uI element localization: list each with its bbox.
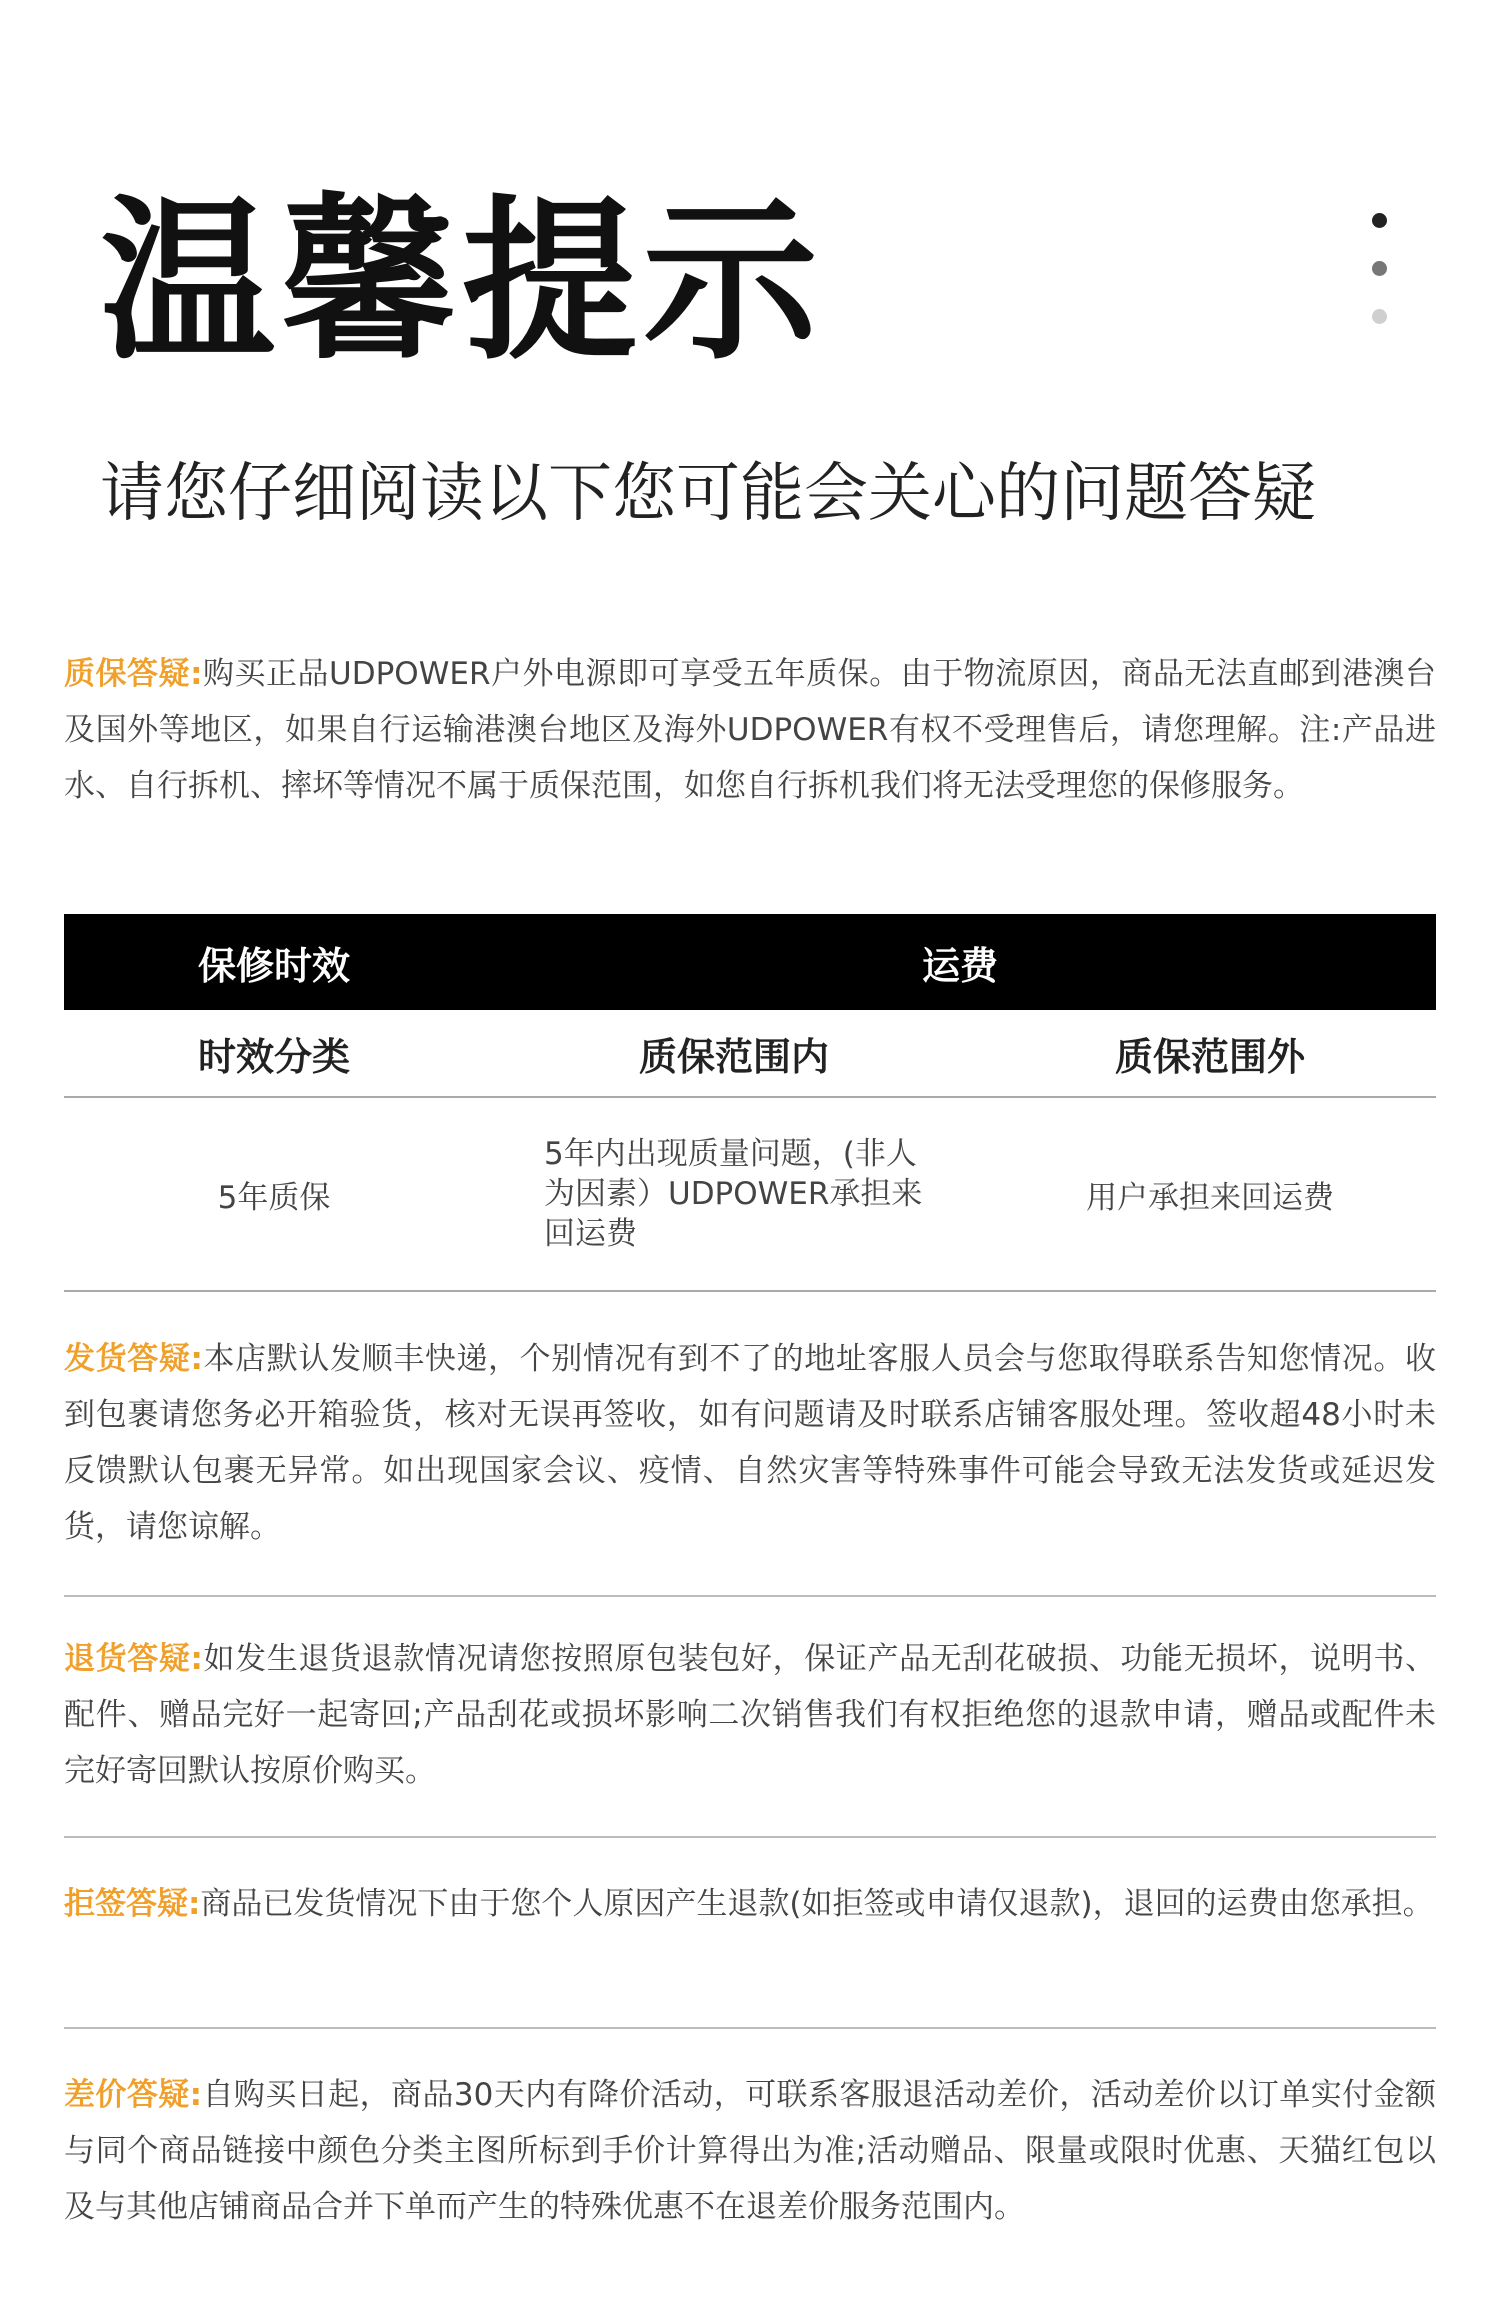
return-faq-text: 如发生退货退款情况请您按照原包装包好，保证产品无刮花破损、功能无损坏，说明书、配件、赠品完好一起寄回;产品刮花或损坏影响二次销售我们有权拒绝您的退款申请，赠品或配件未完好寄回默认按原价购买。: [64, 1641, 1436, 1789]
warranty-table: [64, 914, 1436, 1292]
price-diff-faq-text: 自购买日起，商品30天内有降价活动，可联系客服退活动差价，活动差价以订单实付金额与同个商品链接中颜色分类主图所标到手价计算得出为准;活动赠品、限量或限时优惠、天猫红包以及与其他店铺商品合并下单而产生的特殊优惠不在退差价服务范围内。: [64, 2077, 1436, 2225]
cell-in-warranty: 5年内出现质量问题，(非人为因素）UDPOWER承担来回运费: [544, 1136, 923, 1252]
cell-period: 5年质保: [217, 1179, 331, 1216]
indicator-dot: [1372, 213, 1387, 228]
refusal-faq: [64, 1876, 1436, 1932]
table-header-period: 保修时效: [197, 943, 350, 988]
shipping-faq-label: 发货答疑:: [64, 1341, 203, 1377]
table-subheader: [64, 1010, 1436, 1098]
table-row: [64, 1098, 1436, 1292]
price-diff-faq: [64, 2067, 1436, 2235]
divider: [64, 2027, 1436, 2029]
warranty-faq-text: 购买正品UDPOWER户外电源即可享受五年质保。由于物流原因，商品无法直邮到港澳台及国外等地区，如果自行运输港澳台地区及海外UDPOWER有权不受理售后，请您理解。注:产品进水、自行拆机、摔坏等情况不属于质保范围，如您自行拆机我们将无法受理您的保修服务。: [64, 656, 1436, 804]
return-faq: [64, 1631, 1436, 1799]
subheader-category: 时效分类: [197, 1034, 350, 1079]
cell-out-of-warranty: 用户承担来回运费: [1086, 1179, 1334, 1216]
divider: [64, 1595, 1436, 1597]
warranty-faq-label: 质保答疑:: [64, 656, 203, 692]
page-title: 温馨提示: [100, 181, 824, 384]
refusal-faq-label: 拒签答疑:: [64, 1886, 201, 1922]
page-subtitle: 请您仔细阅读以下您可能会关心的问题答疑: [100, 457, 1316, 531]
table-header-shipping: 运费: [921, 943, 998, 988]
shipping-faq: [64, 1331, 1436, 1555]
price-diff-faq-label: 差价答疑:: [64, 2077, 203, 2113]
divider: [64, 1836, 1436, 1838]
warranty-faq: [64, 646, 1436, 814]
refusal-faq-text: 商品已发货情况下由于您个人原因产生退款(如拒签或申请仅退款)，退回的运费由您承担。: [200, 1886, 1434, 1922]
indicator-dot: [1372, 261, 1387, 276]
table-header: [64, 914, 1436, 1010]
page-indicator: [1372, 213, 1392, 357]
return-faq-label: 退货答疑:: [64, 1641, 203, 1677]
indicator-dot: [1372, 309, 1387, 324]
subheader-in-warranty: 质保范围内: [638, 1034, 829, 1079]
subheader-out-of-warranty: 质保范围外: [1114, 1034, 1305, 1079]
shipping-faq-text: 本店默认发顺丰快递，个别情况有到不了的地址客服人员会与您取得联系告知您情况。收到包裹请您务必开箱验货，核对无误再签收，如有问题请及时联系店铺客服处理。签收超48小时未反馈默认包裹无异常。如出现国家会议、疫情、自然灾害等特殊事件可能会导致无法发货或延迟发货，请您谅解。: [64, 1341, 1436, 1545]
